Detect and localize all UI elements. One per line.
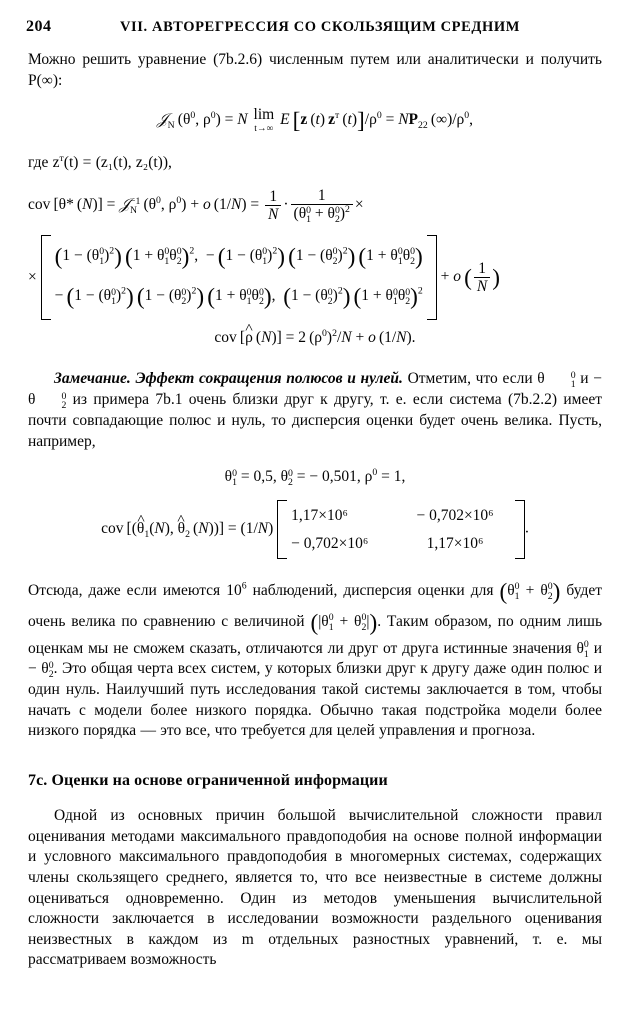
bracket-left: [41, 235, 51, 320]
bracket-right: [427, 235, 437, 320]
equation-3: cov [ρ ^ (N)] = 2 $(\rho^0)^2/N + o$ (1/N).: [28, 326, 602, 349]
equation-matrix-2: cov [(θ $\^{}_1(N)$, θ $\^{}_2$ (N))] = (1/N) 1,17×10⁶ − 0,702×10⁶ − 0,702×10⁶ 1,17×10⁶ .: [28, 500, 602, 558]
note-title: Замечание. Эффект сокращения полюсов и нулей.: [54, 370, 403, 388]
equation-1: 𝒥$_N$ ($\theta^0$, $\rho^0) = N$ lim t→∞ E [z (t) $z^т$ $(t)]/\rho^0 = NP_{22}$ $(\infty)/\rho^0$,: [156, 106, 474, 135]
paragraph-last: Одной из основных причин большой вычислительной сложности правил оценивания методами максимального правдоподобия на основе полной информации и условного максимального правдоподобия в многомерных системах, содержащих члены скользящего среднего, является то, что все неизвестные в системе должны оцениваться одновременно. Один из методов уменьшения вычислительной сложности заключается в исследовании возможности раздельного оценивания неизвестных в каждом из m отдельных разностных уравнений, т. е. мы рассматриваем возможность: [28, 807, 602, 969]
page-body: [28, 50, 602, 971]
document-page: [0, 18, 630, 1018]
matrix-tail: + o ( $\frac{1}{N}$ ): [440, 259, 500, 295]
paragraph-note: [28, 369, 602, 452]
matrix-numeric: [277, 500, 525, 558]
equation-matrix-1: × (1 − (θ 0 1 )$^2$) (1 + θ 0 1 θ 0 2 )$^2$, − (1 − (θ 0 1 )$^2$) (1 − (θ 0 2 )$^2$) (1 + θ 0 1 θ 0 2 ) − (1 − (θ 0 1 )$^2$) (1 − (θ 0 2 )$^2$) (1 + θ 0 1 θ 0 2 ), (1 − (θ 0 2 )$^2$) (1 + θ 0 1 θ 0 2 )$^2$ + o ( $\frac{1}{N}$ ): [28, 235, 602, 320]
matrix-cell: − 0,702×10⁶: [416, 507, 494, 525]
running-title: VII. АВТОРЕГРЕССИЯ СО СКОЛЬЗЯЩИМ СРЕДНИМ: [119, 19, 520, 35]
limit-operator: lim t→∞: [253, 106, 275, 134]
equation-values: θ 0 1 = 0,5, θ 0 2 = − 0,501, $\rho^0 = 1$,: [224, 467, 406, 489]
note-body: Отметим, что если θ 0 1 и − θ 0 2 из примера 7b.1 очень близки друг к другу, т. е. если система (7b.2.2) имеет почти совпадающие полюс и нуль, то дисперсия оценки будет очень велика. Пусть, например,: [28, 370, 602, 450]
matrix-row: − (1 − (θ 0 1 )$^2$) (1 − (θ 0 2 )$^2$) (1 + θ 0 1 θ 0 2 ), (1 − (θ 0 2 )$^2$) (1 + θ 0 1 θ 0 2 )$^2$: [54, 284, 423, 311]
matrix-cell: 1,17×10⁶: [291, 507, 348, 525]
section-heading: 7c. Оценки на основе ограниченной информации: [28, 772, 388, 790]
where-text-rest: (t) = (z₁(t), z₂(t)),: [63, 154, 172, 172]
matrix-row: (1 − (θ 0 1 )$^2$) (1 + θ 0 1 θ 0 2 )$^2$, − (1 − (θ 0 1 )$^2$) (1 − (θ 0 2 )$^2$) (1 + θ 0 1 θ 0 2 ): [54, 243, 423, 270]
matrix-row: [291, 502, 511, 529]
bracket-right: [515, 500, 525, 558]
page-number: 204: [26, 18, 52, 35]
matrix-covariance: [41, 235, 437, 320]
page-header: [26, 18, 604, 36]
fraction-one-over-n: $\frac{1}{N}$: [265, 188, 281, 223]
matrix-row: [291, 530, 511, 557]
paragraph-intro: Можно решить уравнение (7b.2.6) численным путем или аналитически и получить P(∞):: [28, 51, 602, 89]
equation-2: cov [θ* (N)] = 𝒥 −1 N ($\theta^0$, $\rho^0) + o$ (1/N) = $\frac{1}{N}$ · 1 (θ 0 1 + θ 0 2 )$^2$ ×: [28, 186, 364, 225]
bracket-left: [277, 500, 287, 558]
where-text: где z: [28, 154, 60, 172]
matrix-cell: − 0,702×10⁶: [291, 534, 369, 552]
paragraph-where: где $z^т(t) = (z_1(t)$, z₂(t)),: [28, 152, 172, 172]
paragraph-after-matrix: Отсюда, даже если имеются $10^6$ наблюдений, дисперсия оценки для (θ 0 1 + θ 0 2 ) будет очень велика по сравнению с величиной (|θ 0 1 + θ 0 2 |). Таким образом, по одним лишь оценкам мы не сможем сказать, отличаются ли друг от друга истинные значения θ 0 1 и − θ 0 2 . Это общая черта всех систем, у которых близки друг к другу даже один полюс и один нуль. Наилучший путь исследования такой системы заключается в том, чтобы начать с модели более низкого порядка. Обычно такая подстройка модели более низкого порядка — это все, что требуется для целей управления и прогноза.: [28, 578, 603, 740]
matrix-period: .: [525, 520, 529, 538]
matrix-cell: 1,17×10⁶: [426, 534, 484, 552]
fraction-one-over-theta: 1 (θ 0 1 + θ 0 2 )$^2$: [291, 187, 353, 225]
